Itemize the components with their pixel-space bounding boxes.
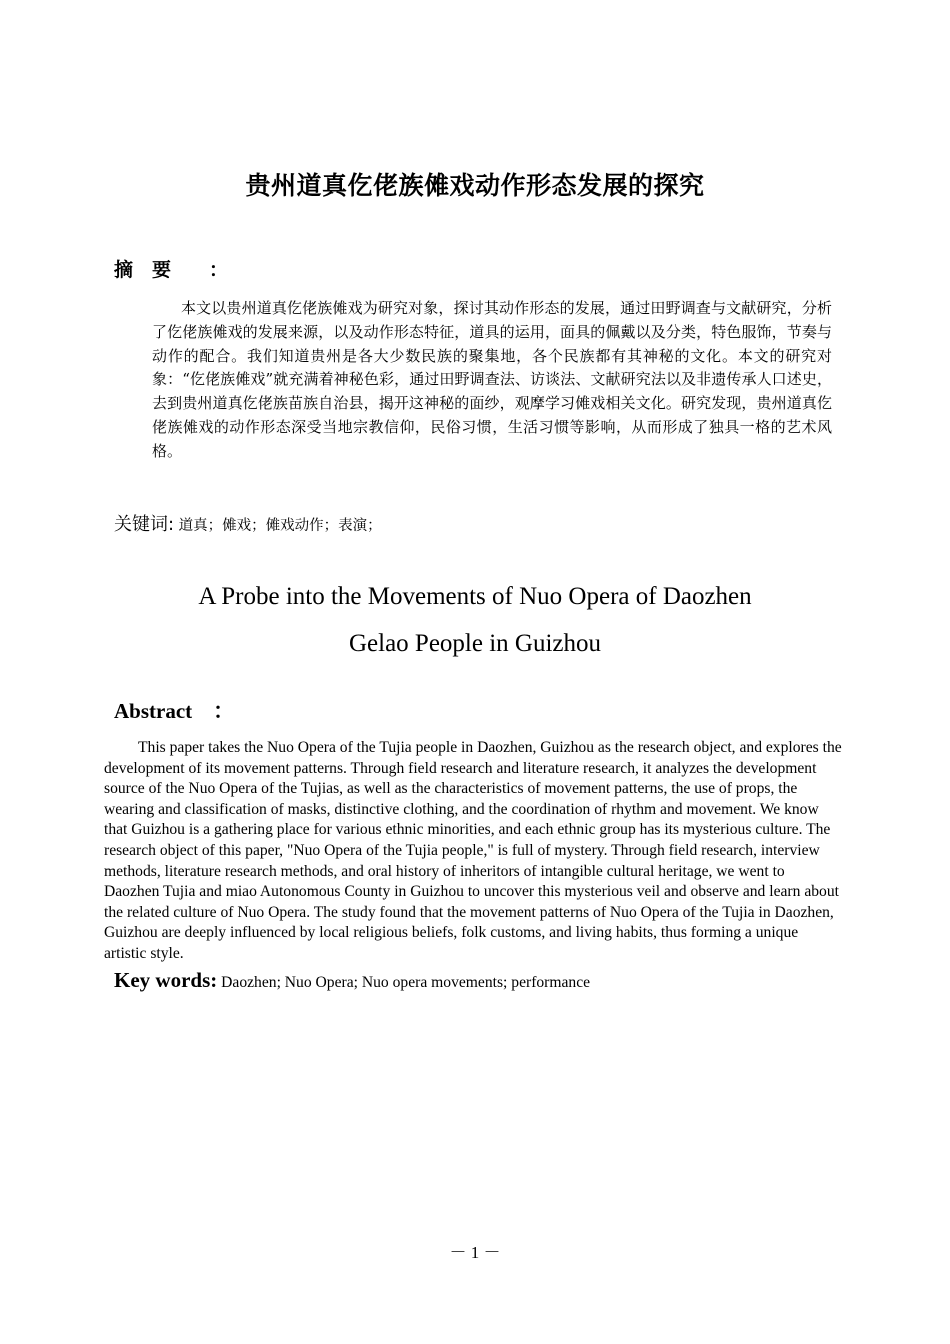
english-keywords bbox=[114, 968, 590, 993]
chinese-keywords bbox=[114, 510, 382, 536]
chinese-keywords-label: 关键词: bbox=[114, 514, 175, 535]
english-keywords-value: Daozhen; Nuo Opera; Nuo opera movements; performance bbox=[217, 974, 591, 991]
english-abstract-label: Abstract ： bbox=[114, 699, 235, 723]
chinese-abstract-body: 本文以贵州道真仡佬族傩戏为研究对象，探讨其动作形态的发展，通过田野调查与文献研究，分析了仡佬族傩戏的发展来源，以及动作形态特征，道具的运用，面具的佩戴以及分类，特色服饰，节奏与动作的配合。我们知道贵州是各大少数民族的聚集地，各个民族都有其神秘的文化。本文的研究对象：“仡佬族傩戏”就充满着神秘色彩，通过田野调查法、访谈法、文献研究法以及非遗传承人口述史，去到贵州道真仡佬族苗族自治县，揭开这神秘的面纱，观摩学习傩戏相关文化。研究发现，贵州道真仡佬族傩戏的动作形态深受当地宗教信仰，民俗习惯，生活习惯等影响，从而形成了独具一格的艺术风格。 bbox=[152, 299, 832, 460]
chinese-title: 贵州道真仡佬族傩戏动作形态发展的探究 bbox=[245, 171, 705, 200]
english-keywords-label: Key words: bbox=[114, 968, 218, 992]
english-title-line-1: A Probe into the Movements of Nuo Opera of Daozhen bbox=[198, 583, 752, 610]
chinese-keywords-value: 道真；傩戏；傩戏动作；表演； bbox=[174, 518, 382, 534]
english-abstract-body: This paper takes the Nuo Opera of the Tujia people in Daozhen, Guizhou as the research object, and explores the development of its movement patterns. Through field research and literature research, it analyzes the development source of the Nuo Opera of the Tujias, as well as the characteristics of movement patterns, the use of props, the wearing and classification of masks, distinctive clothing, and the coordination of rhythm and movement. We know that Guizhou is a gathering place for various ethnic minorities, and each ethnic group has its mysterious culture. The research object of this paper, "Nuo Opera of the Tujia people," is full of mystery. Through field research, interview methods, literature research methods, and oral history of inheritors of intangible cultural heritage, we went to Daozhen Tujia and miao Autonomous County in Guizhou to uncover this mysterious veil and observe and learn about the related culture of Nuo Opera. The study found that the movement patterns of Nuo Opera of the Tujia in Daozhen, Guizhou are deeply influenced by local religious beliefs, folk customs, and living habits, thus forming a unique artistic style. bbox=[104, 739, 842, 962]
chinese-abstract-label: 摘 要 ： bbox=[114, 259, 229, 281]
page-number: － 1 － bbox=[449, 1243, 501, 1262]
english-title-line-2: Gelao People in Guizhou bbox=[348, 630, 602, 657]
